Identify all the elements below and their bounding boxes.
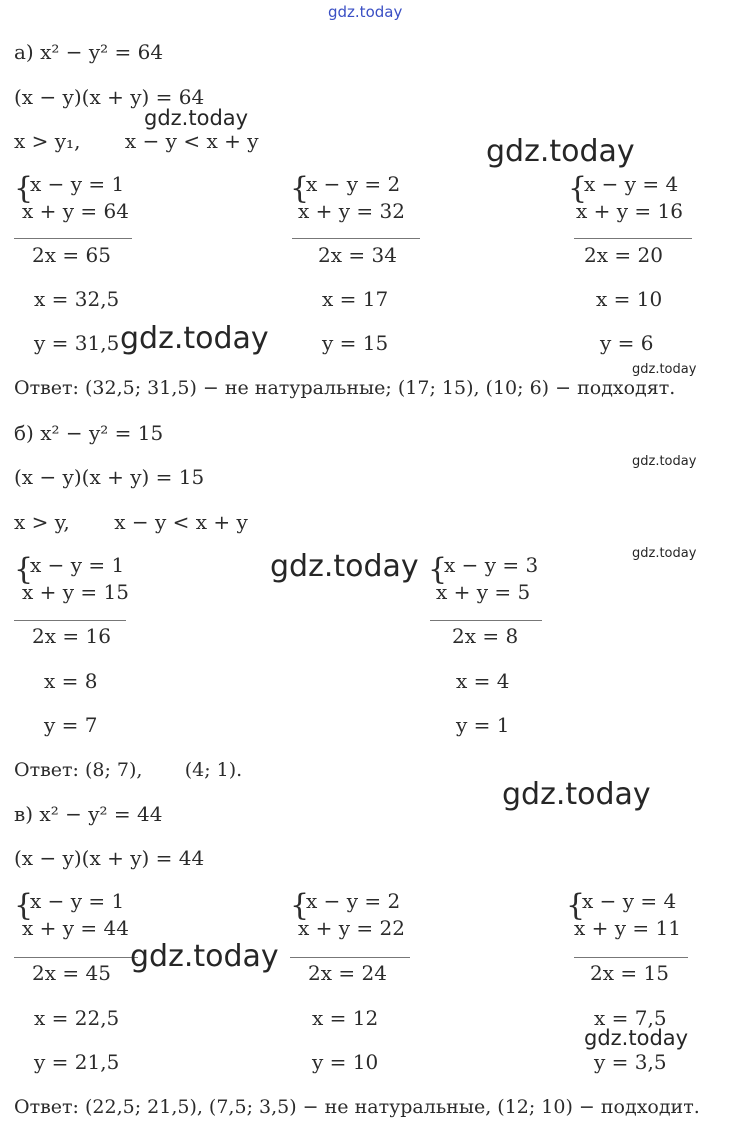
c-sys3-row2: x + y = 11 (574, 916, 681, 940)
a-x-2: x = 17 (322, 287, 389, 311)
c-rule-3 (574, 957, 688, 958)
a-equation: а) x² − y² = 64 (14, 40, 164, 64)
b-equation: б) x² − y² = 15 (14, 421, 164, 445)
watermark-1: gdz.today (144, 106, 249, 130)
c-sum-2: 2x = 24 (308, 961, 387, 985)
c-sys1-row2: x + y = 44 (22, 916, 129, 940)
a-y-3: y = 6 (600, 331, 654, 355)
a-answer: Ответ: (32,5; 31,5) − не натуральные; (17; 15), (10; 6) − подходят. (14, 377, 676, 399)
watermark-top: gdz.today (328, 3, 403, 21)
b-factored: (x − y)(x + y) = 15 (14, 465, 205, 489)
watermark-9: gdz.today (130, 939, 279, 974)
a-sys1-row1: x − y = 1 (30, 172, 125, 196)
c-rule-2 (290, 957, 410, 958)
a-sys1-row2: x + y = 64 (22, 199, 129, 223)
c-y-3: y = 3,5 (594, 1050, 667, 1074)
watermark-4: gdz.today (632, 362, 697, 377)
c-sys2-row1: x − y = 2 (306, 889, 401, 913)
b-x-1: x = 8 (44, 669, 98, 693)
a-condition: x > y₁, x − y < x + y (14, 129, 259, 153)
b-y-1: y = 7 (44, 713, 98, 737)
b-sys2-brace: { (428, 552, 448, 587)
b-rule-2 (430, 620, 542, 621)
b-x-2: x = 4 (456, 669, 510, 693)
c-x-1: x = 22,5 (34, 1006, 120, 1030)
b-rule-1 (14, 620, 126, 621)
a-sys1-brace: { (14, 171, 34, 206)
c-sys3-row1: x − y = 4 (582, 889, 677, 913)
a-factored: (x − y)(x + y) = 64 (14, 85, 205, 109)
c-rule-1 (14, 957, 138, 958)
c-sys1-row1: x − y = 1 (30, 889, 125, 913)
watermark-6: gdz.today (632, 546, 697, 561)
a-sum-1: 2x = 65 (32, 243, 111, 267)
a-sum-2: 2x = 34 (318, 243, 397, 267)
b-y-2: y = 1 (456, 713, 510, 737)
c-x-2: x = 12 (312, 1006, 379, 1030)
a-rule-2 (292, 238, 420, 239)
c-sum-3: 2x = 15 (590, 961, 669, 985)
a-rule-1 (14, 238, 132, 239)
c-y-2: y = 10 (312, 1050, 379, 1074)
c-factored: (x − y)(x + y) = 44 (14, 846, 205, 870)
a-sys3-brace: { (568, 171, 588, 206)
c-equation: в) x² − y² = 44 (14, 802, 163, 826)
b-sys2-row1: x − y = 3 (444, 553, 539, 577)
a-x-1: x = 32,5 (34, 287, 120, 311)
a-rule-3 (574, 238, 692, 239)
a-sys3-row2: x + y = 16 (576, 199, 683, 223)
c-x-3: x = 7,5 (594, 1006, 667, 1030)
a-sys2-row1: x − y = 2 (306, 172, 401, 196)
a-x-3: x = 10 (596, 287, 663, 311)
c-sys1-brace: { (14, 888, 34, 923)
b-sys1-row1: x − y = 1 (30, 553, 125, 577)
b-sum-1: 2x = 16 (32, 624, 111, 648)
b-answer: Ответ: (8; 7), (4; 1). (14, 759, 243, 781)
b-sys1-brace: { (14, 552, 34, 587)
a-sys3-row1: x − y = 4 (584, 172, 679, 196)
watermark-7: gdz.today (270, 549, 419, 584)
watermark-8: gdz.today (502, 777, 651, 812)
c-sum-1: 2x = 45 (32, 961, 111, 985)
a-sys2-brace: { (290, 171, 310, 206)
b-sys2-row2: x + y = 5 (436, 580, 531, 604)
a-y-1: y = 31,5 (34, 331, 120, 355)
c-sys2-row2: x + y = 22 (298, 916, 405, 940)
a-sum-3: 2x = 20 (584, 243, 663, 267)
c-answer: Ответ: (22,5; 21,5), (7,5; 3,5) − не натуральные, (12; 10) − подходит. (14, 1096, 700, 1118)
b-sys1-row2: x + y = 15 (22, 580, 129, 604)
a-y-2: y = 15 (322, 331, 389, 355)
watermark-3: gdz.today (120, 321, 269, 356)
c-sys2-brace: { (290, 888, 310, 923)
watermark-5: gdz.today (632, 454, 697, 469)
c-sys3-brace: { (566, 888, 586, 923)
b-condition: x > y, x − y < x + y (14, 510, 248, 534)
c-y-1: y = 21,5 (34, 1050, 120, 1074)
b-sum-2: 2x = 8 (452, 624, 519, 648)
watermark-10: gdz.today (584, 1026, 689, 1050)
watermark-2: gdz.today (486, 134, 635, 169)
a-sys2-row2: x + y = 32 (298, 199, 405, 223)
